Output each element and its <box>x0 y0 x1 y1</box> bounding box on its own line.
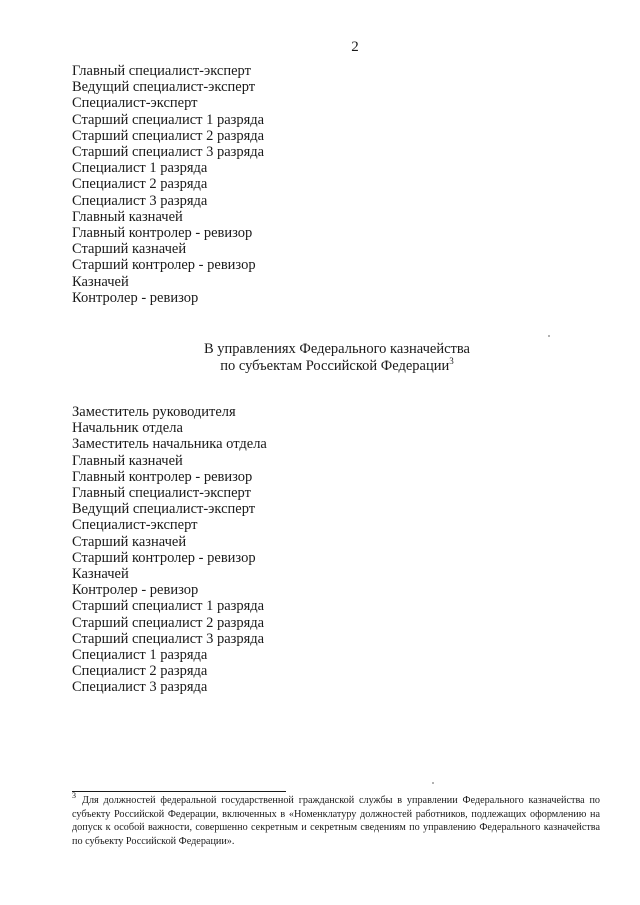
top-position-list <box>72 63 264 306</box>
position-list-item: Контролер - ревизор <box>72 582 199 599</box>
position-list-item: Старший специалист 3 разряда <box>72 630 265 647</box>
scan-speck <box>548 335 550 337</box>
position-list-item: Контролер - ревизор <box>72 289 199 306</box>
position-list-item: Ведущий специалист-эксперт <box>72 79 256 96</box>
footnote-text: Для должностей федеральной государственной гражданской службы в управлении Федерального казначейства по субъекту Российской Федерации, включенных в «Номенклатуру должностей работников, подлежащих оформлению на допуск к особой важности, совершенно секретным и секретным сведениям по управлению Федерального казначейства по субъекту Российской Федерации». <box>72 795 600 847</box>
position-list-item: Старший контролер - ревизор <box>72 257 256 274</box>
position-list-item: Специалист 2 разряда <box>72 176 208 193</box>
section-heading-line-1: В управлениях Федерального казначейства <box>204 341 470 357</box>
position-list-item: Старший казначей <box>72 533 187 550</box>
position-list-item: Специалист-эксперт <box>72 517 198 534</box>
position-list-item: Главный контролер - ревизор <box>72 468 253 485</box>
position-list-item: Старший контролер - ревизор <box>72 549 256 566</box>
position-list-item: Заместитель начальника отдела <box>72 436 267 453</box>
position-list-item: Специалист 1 разряда <box>72 647 208 664</box>
scan-speck <box>432 782 434 784</box>
footnote-marker: 3 <box>72 791 76 800</box>
position-list-item: Старший специалист 3 разряда <box>72 144 265 161</box>
section-heading-line-2 <box>34 358 640 375</box>
position-list-item: Главный специалист-эксперт <box>72 63 251 79</box>
position-list-item: Старший специалист 2 разряда <box>72 127 265 144</box>
page-number: 2 <box>351 39 359 55</box>
section-heading-line-2-text: по субъектам Российской Федерации <box>220 358 450 374</box>
position-list-item: Ведущий специалист-эксперт <box>72 501 256 518</box>
position-list-item: Казначей <box>72 273 129 290</box>
footnote <box>72 791 600 848</box>
position-list-item: Главный специалист-эксперт <box>72 485 251 502</box>
position-list-item: Старший специалист 1 разряда <box>72 111 265 128</box>
position-list-item: Специалист 1 разряда <box>72 160 208 177</box>
position-list-item: Старший специалист 1 разряда <box>72 598 265 615</box>
footnote-separator <box>72 791 286 792</box>
section-heading <box>0 341 640 375</box>
position-list-item: Старший специалист 2 разряда <box>72 614 265 631</box>
position-list-item: Специалист 3 разряда <box>72 192 208 209</box>
position-list-item: Главный казначей <box>72 208 183 225</box>
position-list-item: Заместитель руководителя <box>72 404 236 420</box>
position-list-item: Главный казначей <box>72 452 183 469</box>
position-list-item: Начальник отдела <box>72 420 183 437</box>
footnote-reference: 3 <box>449 356 454 366</box>
position-list-item: Специалист-эксперт <box>72 95 198 112</box>
bottom-position-list <box>72 404 267 696</box>
position-list-item: Специалист 2 разряда <box>72 663 208 680</box>
position-list-item: Старший казначей <box>72 241 187 258</box>
position-list-item: Казначей <box>72 566 129 583</box>
position-list-item: Специалист 3 разряда <box>72 679 208 696</box>
position-list-item: Главный контролер - ревизор <box>72 225 253 242</box>
